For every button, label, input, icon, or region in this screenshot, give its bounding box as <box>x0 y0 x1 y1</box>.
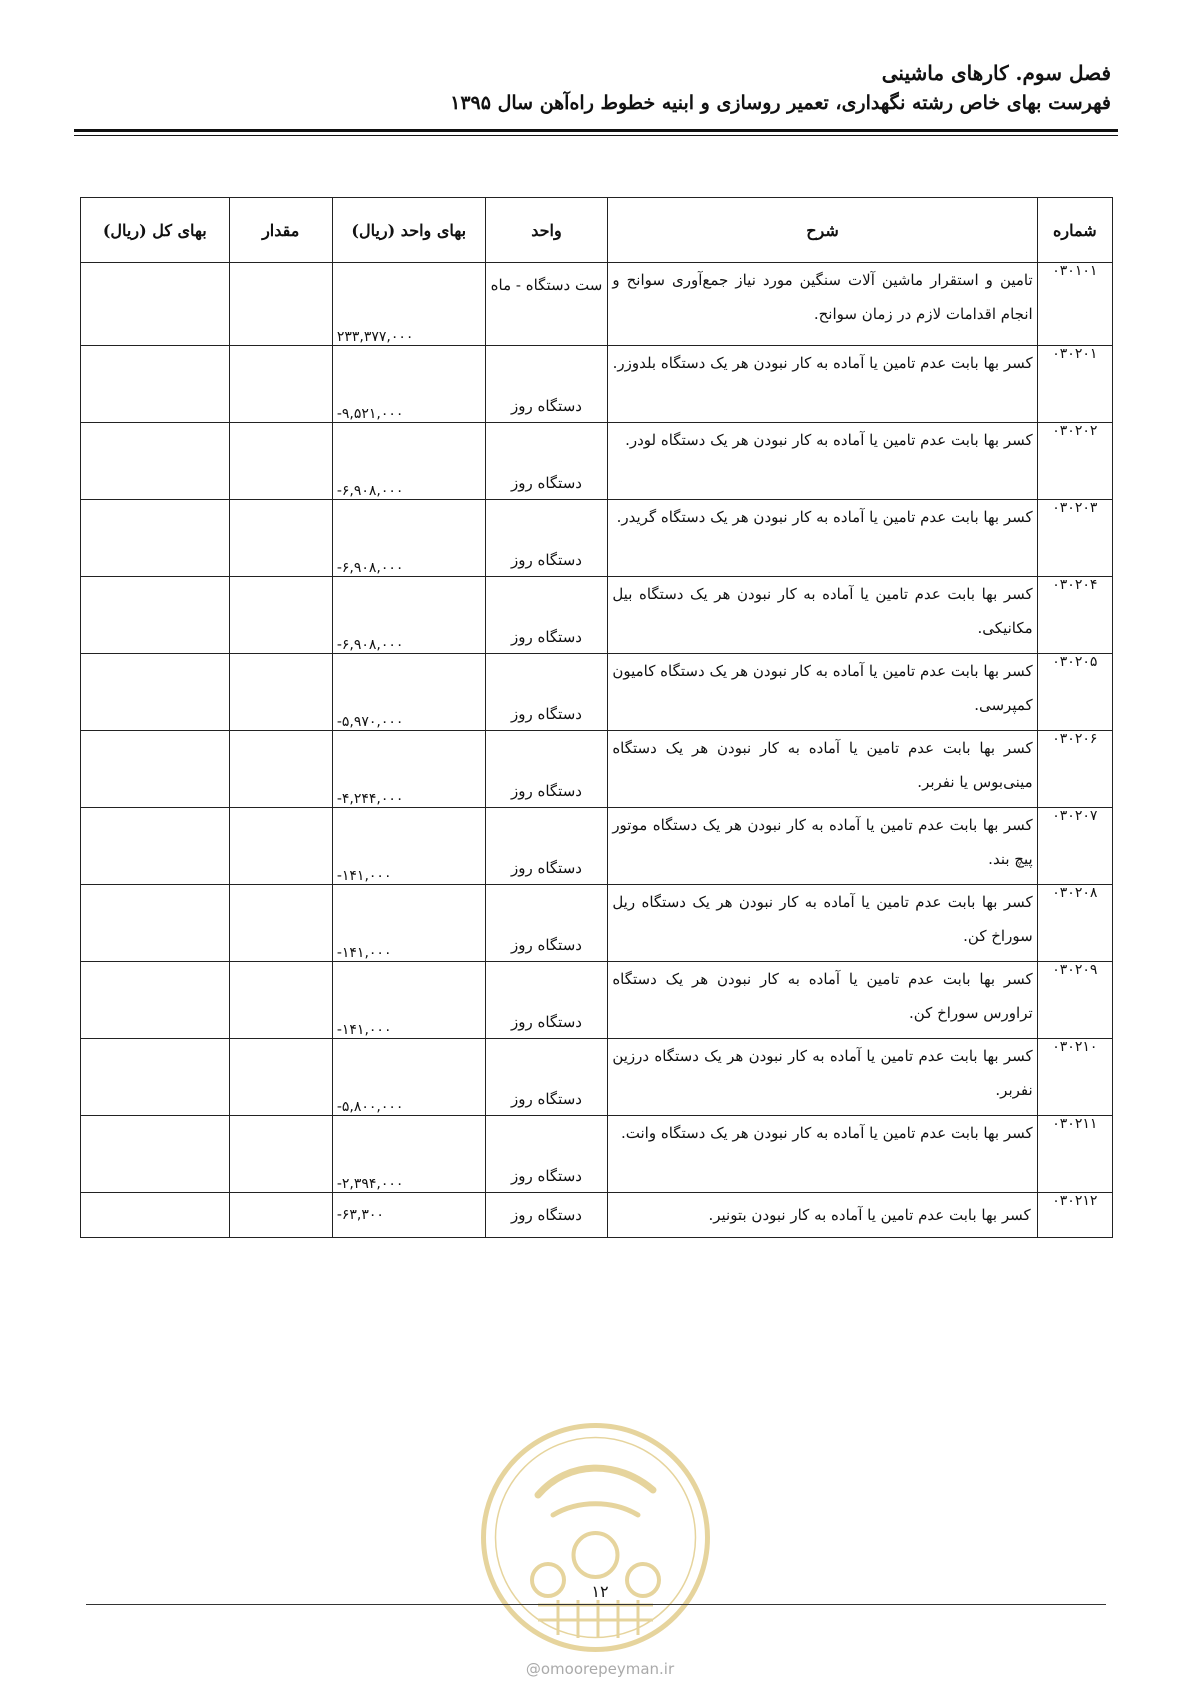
row-unit: دستگاه روز <box>485 885 608 962</box>
row-total-price <box>81 1039 230 1116</box>
row-description: کسر بها بابت عدم تامین یا آماده به کار نبودن هر یک دستگاه لودر. <box>608 423 1037 500</box>
row-quantity <box>229 808 332 885</box>
row-total-price <box>81 263 230 346</box>
header-total-price: بهای کل (ریال) <box>81 198 230 263</box>
row-quantity <box>229 423 332 500</box>
row-unit: دستگاه روز <box>485 500 608 577</box>
table-row <box>81 1193 1113 1238</box>
row-unit: دستگاه روز <box>485 1193 608 1238</box>
row-unit: دستگاه روز <box>485 962 608 1039</box>
row-description: کسر بها بابت عدم تامین یا آماده به کار نبودن هر یک دستگاه گریدر. <box>608 500 1037 577</box>
watermark-text: @omoorepeyman.ir <box>525 1660 675 1678</box>
row-unit-price: -۹,۵۲۱,۰۰۰ <box>332 346 485 423</box>
row-unit-price: -۱۴۱,۰۰۰ <box>332 962 485 1039</box>
table-row <box>81 423 1113 500</box>
header-code: شماره <box>1037 198 1112 263</box>
row-unit: دستگاه روز <box>485 1116 608 1193</box>
row-total-price <box>81 423 230 500</box>
row-code: ۰۳۰۲۰۲ <box>1037 423 1112 500</box>
row-unit-price: -۵,۹۷۰,۰۰۰ <box>332 654 485 731</box>
table-row <box>81 577 1113 654</box>
row-quantity <box>229 577 332 654</box>
row-quantity <box>229 885 332 962</box>
row-unit-price: -۱۴۱,۰۰۰ <box>332 885 485 962</box>
row-quantity <box>229 500 332 577</box>
row-total-price <box>81 500 230 577</box>
table-row <box>81 885 1113 962</box>
header-quantity: مقدار <box>229 198 332 263</box>
row-code: ۰۳۰۲۰۶ <box>1037 731 1112 808</box>
row-code: ۰۳۰۲۰۵ <box>1037 654 1112 731</box>
row-total-price <box>81 654 230 731</box>
row-unit: دستگاه روز <box>485 808 608 885</box>
page-header <box>81 58 1111 118</box>
row-total-price <box>81 1193 230 1238</box>
row-quantity <box>229 1116 332 1193</box>
row-code: ۰۳۰۲۱۰ <box>1037 1039 1112 1116</box>
row-description: کسر بها بابت عدم تامین یا آماده به کار نبودن بتونیر. <box>608 1193 1037 1238</box>
table-row <box>81 263 1113 346</box>
row-description: کسر بها بابت عدم تامین یا آماده به کار نبودن هر یک دستگاه وانت. <box>608 1116 1037 1193</box>
row-code: ۰۳۰۲۰۷ <box>1037 808 1112 885</box>
row-description: کسر بها بابت عدم تامین یا آماده به کار نبودن هر یک دستگاه تراورس سوراخ کن. <box>608 962 1037 1039</box>
row-total-price <box>81 1116 230 1193</box>
row-unit: دستگاه روز <box>485 1039 608 1116</box>
row-description: کسر بها بابت عدم تامین یا آماده به کار نبودن هر یک دستگاه ریل سوراخ کن. <box>608 885 1037 962</box>
row-unit: دستگاه روز <box>485 423 608 500</box>
document-subtitle: فهرست بهای خاص رشته نگهداری، تعمیر روسازی و ابنیه خطوط راه‌آهن سال ۱۳۹۵ <box>450 92 1111 114</box>
page-number: ۱۲ <box>591 1582 609 1601</box>
row-unit-price: -۶,۹۰۸,۰۰۰ <box>332 423 485 500</box>
row-quantity <box>229 263 332 346</box>
row-unit-price: -۶,۹۰۸,۰۰۰ <box>332 577 485 654</box>
row-total-price <box>81 962 230 1039</box>
row-unit-price: -۴,۲۴۴,۰۰۰ <box>332 731 485 808</box>
row-unit-price: -۱۴۱,۰۰۰ <box>332 808 485 885</box>
row-description: کسر بها بابت عدم تامین یا آماده به کار نبودن هر یک دستگاه کامیون کمپرسی. <box>608 654 1037 731</box>
row-total-price <box>81 577 230 654</box>
table-row <box>81 654 1113 731</box>
header-rule-thin <box>74 135 1118 136</box>
row-unit-price: -۶۳,۳۰۰ <box>332 1193 485 1238</box>
row-total-price <box>81 808 230 885</box>
row-unit-price: -۶,۹۰۸,۰۰۰ <box>332 500 485 577</box>
footer-rule <box>86 1604 1106 1605</box>
row-unit-price: -۲,۳۹۴,۰۰۰ <box>332 1116 485 1193</box>
row-quantity <box>229 1193 332 1238</box>
row-description: تامین و استقرار ماشین آلات سنگین مورد نیاز جمع‌آوری سوانح و انجام اقدامات لازم در زمان سوانح. <box>608 263 1037 346</box>
watermark-logo-icon <box>478 1420 713 1655</box>
row-description: کسر بها بابت عدم تامین یا آماده به کار نبودن هر یک دستگاه درزین نفربر. <box>608 1039 1037 1116</box>
row-description: کسر بها بابت عدم تامین یا آماده به کار نبودن هر یک دستگاه مینی‌بوس یا نفربر. <box>608 731 1037 808</box>
row-total-price <box>81 346 230 423</box>
table-row <box>81 731 1113 808</box>
row-unit: دستگاه روز <box>485 731 608 808</box>
chapter-title: فصل سوم. کارهای ماشینی <box>881 61 1111 85</box>
row-code: ۰۳۰۱۰۱ <box>1037 263 1112 346</box>
row-code: ۰۳۰۲۰۸ <box>1037 885 1112 962</box>
row-code: ۰۳۰۲۰۳ <box>1037 500 1112 577</box>
table-header-row <box>81 198 1113 263</box>
row-unit: ست دستگاه - ماه <box>485 263 608 346</box>
row-quantity <box>229 1039 332 1116</box>
table-row <box>81 808 1113 885</box>
row-total-price <box>81 731 230 808</box>
table-row <box>81 962 1113 1039</box>
row-quantity <box>229 346 332 423</box>
header-unit: واحد <box>485 198 608 263</box>
row-code: ۰۳۰۲۰۱ <box>1037 346 1112 423</box>
table-row <box>81 346 1113 423</box>
row-unit: دستگاه روز <box>485 577 608 654</box>
header-rule-thick <box>74 129 1118 132</box>
row-description: کسر بها بابت عدم تامین یا آماده به کار نبودن هر یک دستگاه موتور پیچ بند. <box>608 808 1037 885</box>
row-quantity <box>229 731 332 808</box>
row-code: ۰۳۰۲۰۴ <box>1037 577 1112 654</box>
table-row <box>81 1116 1113 1193</box>
row-total-price <box>81 885 230 962</box>
table-row <box>81 500 1113 577</box>
row-quantity <box>229 654 332 731</box>
row-description: کسر بها بابت عدم تامین یا آماده به کار نبودن هر یک دستگاه بلدوزر. <box>608 346 1037 423</box>
row-code: ۰۳۰۲۱۱ <box>1037 1116 1112 1193</box>
row-unit: دستگاه روز <box>485 654 608 731</box>
row-quantity <box>229 962 332 1039</box>
row-unit: دستگاه روز <box>485 346 608 423</box>
table-row <box>81 1039 1113 1116</box>
row-unit-price: -۵,۸۰۰,۰۰۰ <box>332 1039 485 1116</box>
row-code: ۰۳۰۲۰۹ <box>1037 962 1112 1039</box>
row-description: کسر بها بابت عدم تامین یا آماده به کار نبودن هر یک دستگاه بیل مکانیکی. <box>608 577 1037 654</box>
header-unit-price: بهای واحد (ریال) <box>332 198 485 263</box>
price-table <box>80 197 1113 1238</box>
row-unit-price: ۲۳۳,۳۷۷,۰۰۰ <box>332 263 485 346</box>
row-code: ۰۳۰۲۱۲ <box>1037 1193 1112 1238</box>
header-description: شرح <box>608 198 1037 263</box>
